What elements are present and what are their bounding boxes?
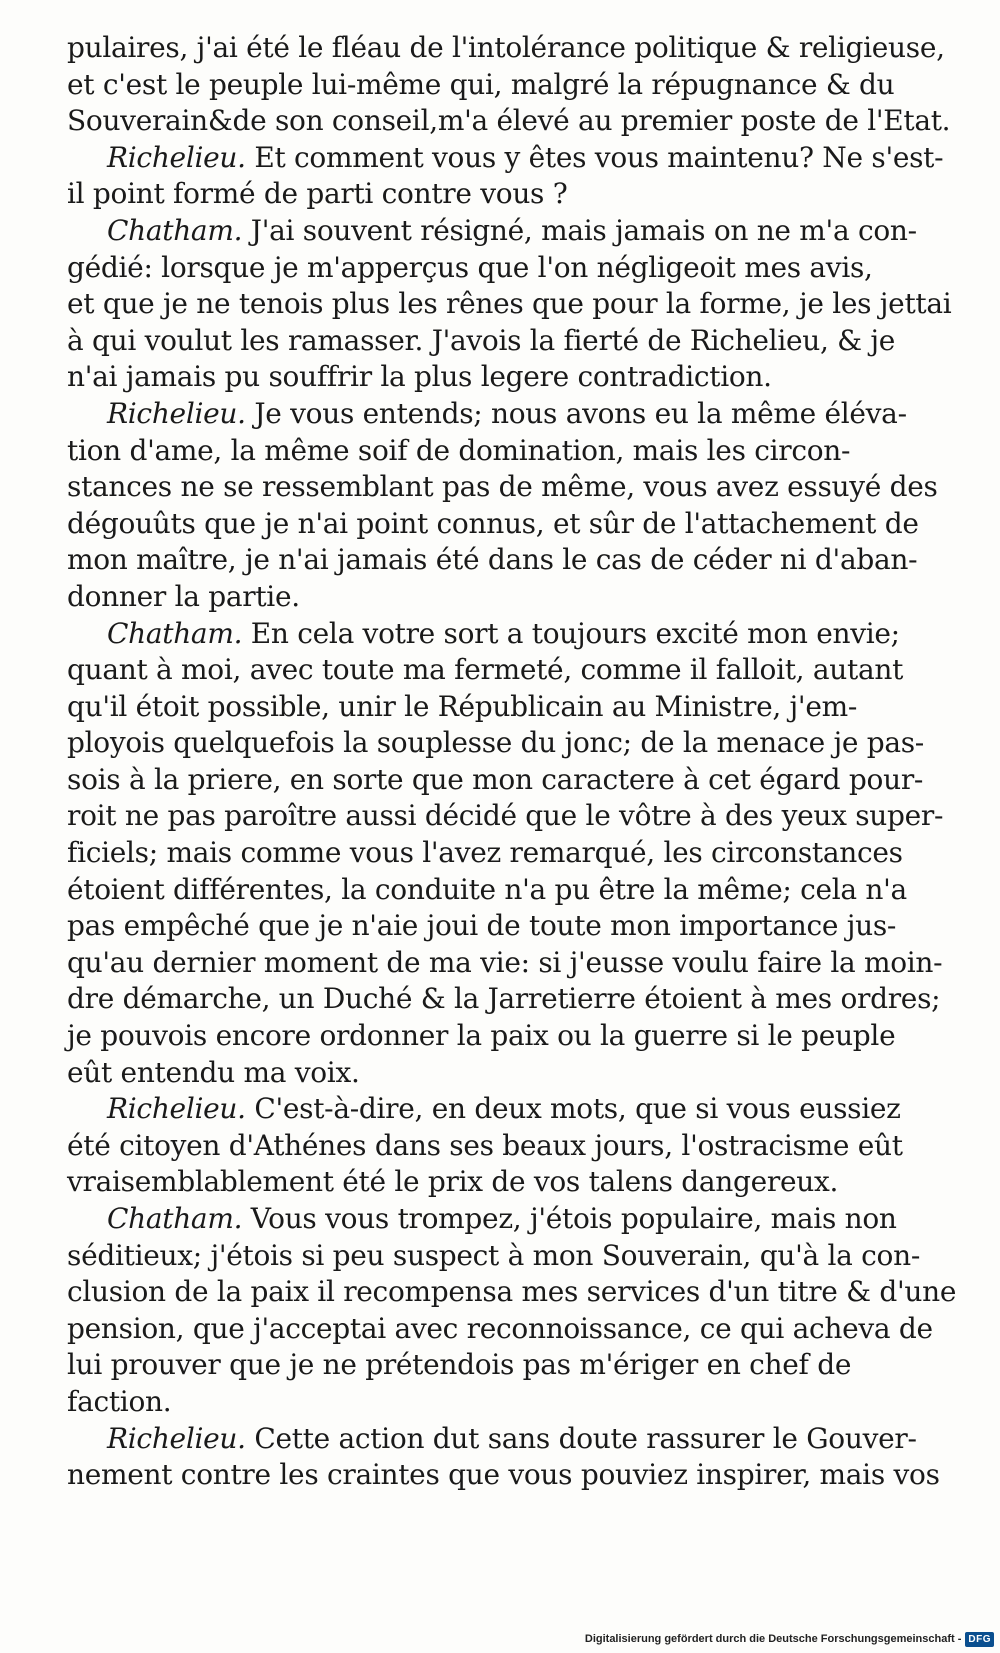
text-line	[67, 689, 957, 726]
line-text: Vous vous trompez, j'étois populaire, mais non	[242, 1202, 897, 1235]
text-line	[67, 250, 957, 287]
text-block	[67, 30, 957, 1494]
text-line	[67, 213, 957, 250]
text-line	[67, 1128, 957, 1165]
line-text: Souverain&de son conseil,m'a élevé au premier poste de l'Etat.	[67, 104, 951, 138]
text-line	[67, 652, 957, 689]
text-line	[67, 579, 957, 616]
line-text: roit ne pas paroître aussi décidé que le vôtre à des yeux super-	[67, 799, 944, 833]
text-line	[67, 1164, 957, 1201]
text-line	[67, 616, 957, 653]
text-line	[67, 1201, 957, 1238]
text-line	[67, 1347, 957, 1384]
text-line	[67, 103, 957, 140]
line-text: qu'au dernier moment de ma vie: si j'eusse voulu faire la moin-	[67, 945, 943, 979]
line-text: n'ai jamais pu souffrir la plus legere contradiction.	[67, 360, 772, 394]
text-line	[67, 1018, 957, 1055]
speaker-name: Richelieu.	[107, 1092, 246, 1126]
line-text: dre démarche, un Duché & la Jarretierre étoient à mes ordres;	[67, 982, 941, 1016]
line-text: donner la partie.	[67, 579, 300, 613]
line-text: J'ai souvent résigné, mais jamais on ne m'a con-	[242, 213, 917, 247]
line-text: ployois quelquefois la souplesse du jonc; de la menace je pas-	[67, 726, 924, 760]
text-line	[67, 1421, 957, 1458]
speaker-name: Richelieu.	[107, 1421, 246, 1455]
text-line	[67, 469, 957, 506]
text-line	[67, 286, 957, 323]
text-line	[67, 30, 957, 67]
text-line	[67, 433, 957, 470]
text-line	[67, 762, 957, 799]
line-text: et que je ne tenois plus les rênes que pour la forme, je les jettai	[67, 287, 952, 321]
footer-text: Digitalisierung gefördert durch die Deutsche Forschungsgemeinschaft -	[584, 1633, 962, 1645]
speaker-name: Chatham.	[107, 213, 243, 247]
line-text: En cela votre sort a toujours excité mon envie;	[242, 616, 900, 650]
text-line	[67, 908, 957, 945]
line-text: dégouûts que je n'ai point connus, et sûr de l'attachement de	[67, 506, 919, 540]
line-text: nement contre les craintes que vous pouviez inspirer, mais vos	[67, 1458, 940, 1492]
speaker-name: Chatham.	[107, 1202, 243, 1235]
text-line	[67, 67, 957, 104]
text-line	[67, 359, 957, 396]
text-line	[67, 798, 957, 835]
text-line	[67, 140, 957, 177]
text-line	[67, 542, 957, 579]
text-line	[67, 725, 957, 762]
line-text: je pouvois encore ordonner la paix ou la guerre si le peuple	[67, 1019, 896, 1053]
digitization-footer	[585, 1629, 994, 1649]
text-line	[67, 506, 957, 543]
line-text: vraisemblablement été le prix de vos talens dangereux.	[67, 1165, 839, 1199]
line-text: stances ne se ressemblant pas de même, vous avez essuyé des	[67, 470, 938, 504]
line-text: pension, que j'acceptai avec reconnoissance, ce qui acheva de	[67, 1311, 933, 1345]
text-line	[67, 396, 957, 433]
line-text: Je vous entends; nous avons eu la même éléva-	[245, 396, 907, 430]
line-text: qu'il étoit possible, unir le Républicain au Ministre, j'em-	[67, 689, 857, 723]
line-text: il point formé de parti contre vous ?	[67, 177, 568, 211]
dfg-logo: DFG	[965, 1632, 994, 1647]
text-line	[67, 1311, 957, 1348]
line-text: mon maître, je n'ai jamais été dans le cas de céder ni d'aban-	[67, 543, 918, 577]
text-line	[67, 1238, 957, 1275]
text-line	[67, 872, 957, 909]
text-line	[67, 981, 957, 1018]
text-line	[67, 835, 957, 872]
line-text: eût entendu ma voix.	[67, 1055, 360, 1089]
text-line	[67, 323, 957, 360]
text-line	[67, 945, 957, 982]
line-text: et c'est le peuple lui-même qui, malgré la répugnance & du	[67, 67, 895, 101]
text-line	[67, 1091, 957, 1128]
line-text: pulaires, j'ai été le fléau de l'intolérance politique & religieuse,	[67, 31, 945, 64]
text-line	[67, 176, 957, 213]
speaker-name: Richelieu.	[107, 140, 246, 174]
line-text: séditieux; j'étois si peu suspect à mon Souverain, qu'à la con-	[67, 1238, 920, 1272]
line-text: clusion de la paix il recompensa mes services d'un titre & d'une	[67, 1275, 957, 1309]
speaker-name: Chatham.	[107, 616, 243, 650]
line-text: Cette action dut sans doute rassurer le Gouver-	[245, 1421, 917, 1455]
line-text: ficiels; mais comme vous l'avez remarqué, les circonstances	[67, 836, 903, 870]
line-text: étoient différentes, la conduite n'a pu être la même; cela n'a	[67, 872, 907, 906]
line-text: sois à la priere, en sorte que mon caractere à cet égard pour-	[67, 762, 924, 796]
speaker-name: Richelieu.	[107, 396, 246, 430]
line-text: tion d'ame, la même soif de domination, mais les circon-	[67, 433, 851, 467]
line-text: faction.	[67, 1384, 172, 1418]
line-text: pas empêché que je n'aie joui de toute mon importance jus-	[67, 909, 897, 943]
line-text: à qui voulut les ramasser. J'avois la fierté de Richelieu, & je	[67, 323, 896, 357]
line-text: Et comment vous y êtes vous maintenu? Ne s'est-	[245, 140, 944, 174]
text-line	[67, 1274, 957, 1311]
text-line	[67, 1457, 957, 1494]
text-line	[67, 1055, 957, 1092]
line-text: été citoyen d'Athénes dans ses beaux jours, l'ostracisme eût	[67, 1128, 903, 1162]
line-text: C'est-à-dire, en deux mots, que si vous eussiez	[245, 1092, 901, 1126]
line-text: quant à moi, avec toute ma fermeté, comme il falloit, autant	[67, 653, 904, 687]
line-text: gédié: lorsque je m'apperçus que l'on négligeoit mes avis,	[67, 250, 873, 284]
line-text: lui prouver que je ne prétendois pas m'ériger en chef de	[67, 1348, 852, 1382]
text-line	[67, 1384, 957, 1421]
